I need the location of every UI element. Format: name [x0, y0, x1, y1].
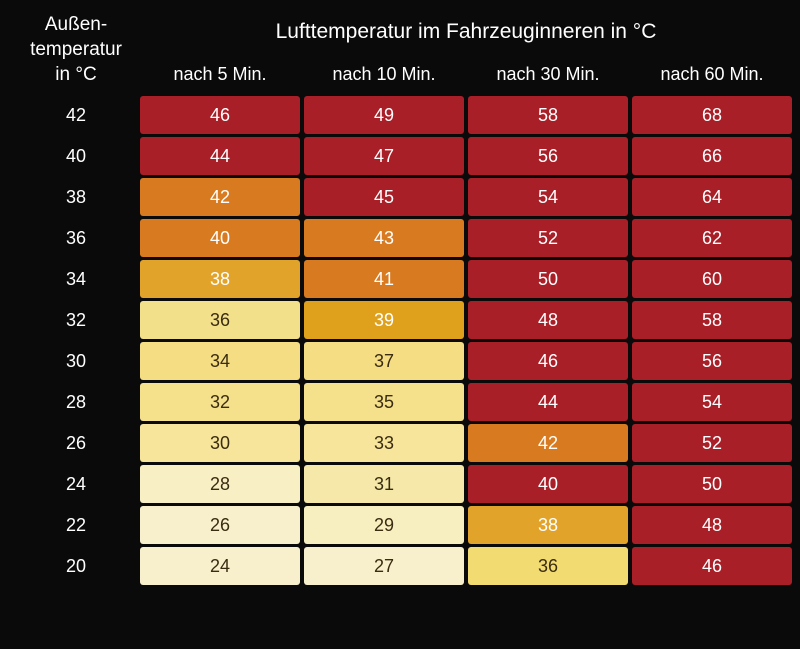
row-label: 42 [65, 104, 87, 125]
table-row [16, 219, 792, 257]
heat-cell: 32 [140, 383, 300, 421]
heat-cell: 40 [140, 219, 300, 257]
heat-cell: 34 [140, 342, 300, 380]
heat-cell: 48 [468, 301, 628, 339]
table-row [16, 547, 792, 585]
heat-cell: 62 [632, 219, 792, 257]
row-label: 28 [65, 391, 87, 412]
table-row [16, 506, 792, 544]
heat-cell: 41 [304, 260, 464, 298]
heat-cell: 43 [304, 219, 464, 257]
heat-cell: 33 [304, 424, 464, 462]
heat-cell: 56 [632, 342, 792, 380]
row-label: 20 [65, 555, 87, 576]
heat-cell: 35 [304, 383, 464, 421]
table-row [16, 465, 792, 503]
heat-cell: 46 [632, 547, 792, 585]
column-header-10min: nach 10 Min. [332, 64, 436, 85]
heat-cell: 45 [304, 178, 464, 216]
table-row [16, 260, 792, 298]
heat-cell: 50 [468, 260, 628, 298]
heat-cell: 52 [468, 219, 628, 257]
table-body [16, 96, 792, 585]
row-label: 34 [65, 268, 87, 289]
heat-cell: 50 [632, 465, 792, 503]
heat-cell: 44 [468, 383, 628, 421]
temperature-heatmap-table [12, 8, 796, 588]
row-label: 30 [65, 350, 87, 371]
heat-cell: 38 [468, 506, 628, 544]
heat-cell: 37 [304, 342, 464, 380]
table-row [16, 178, 792, 216]
row-label: 26 [65, 432, 87, 453]
heat-cell: 29 [304, 506, 464, 544]
heat-cell: 54 [632, 383, 792, 421]
row-label: 22 [65, 514, 87, 535]
heat-cell: 68 [632, 96, 792, 134]
heat-cell: 24 [140, 547, 300, 585]
heat-cell: 64 [632, 178, 792, 216]
table-row [16, 137, 792, 175]
chart-title: Lufttemperatur im Fahrzeuginneren in °C [275, 19, 657, 43]
table-header [16, 11, 792, 93]
heat-cell: 49 [304, 96, 464, 134]
outside-temp-header-line3: in °C [55, 64, 97, 85]
column-header-30min: nach 30 Min. [496, 64, 600, 85]
heat-cell: 40 [468, 465, 628, 503]
heat-cell: 27 [304, 547, 464, 585]
title-row [16, 11, 792, 58]
row-label: 38 [65, 186, 87, 207]
table-row [16, 96, 792, 134]
heat-cell: 31 [304, 465, 464, 503]
heat-cell: 60 [632, 260, 792, 298]
heat-cell: 44 [140, 137, 300, 175]
row-label: 36 [65, 227, 87, 248]
row-label: 32 [65, 309, 87, 330]
heat-cell: 38 [140, 260, 300, 298]
outside-temp-header [16, 11, 136, 93]
heat-cell: 47 [304, 137, 464, 175]
column-header-60min: nach 60 Min. [660, 64, 764, 85]
heat-cell: 56 [468, 137, 628, 175]
heat-cell: 52 [632, 424, 792, 462]
heat-cell: 42 [468, 424, 628, 462]
heat-cell: 28 [140, 465, 300, 503]
heat-cell: 58 [468, 96, 628, 134]
heat-cell: 30 [140, 424, 300, 462]
heat-cell: 26 [140, 506, 300, 544]
heat-cell: 48 [632, 506, 792, 544]
row-label: 40 [65, 145, 87, 166]
table-row [16, 342, 792, 380]
heat-cell: 46 [468, 342, 628, 380]
heat-cell: 42 [140, 178, 300, 216]
table-row [16, 301, 792, 339]
outside-temp-header-line2: temperatur [30, 39, 122, 60]
heat-cell: 39 [304, 301, 464, 339]
heat-cell: 58 [632, 301, 792, 339]
heat-cell: 36 [468, 547, 628, 585]
heat-cell: 46 [140, 96, 300, 134]
column-header-5min: nach 5 Min. [173, 64, 267, 85]
table-row [16, 383, 792, 421]
row-label: 24 [65, 473, 87, 494]
outside-temp-header-line1: Außen- [44, 14, 108, 35]
heat-cell: 66 [632, 137, 792, 175]
heat-cell: 36 [140, 301, 300, 339]
heat-cell: 54 [468, 178, 628, 216]
table-row [16, 424, 792, 462]
